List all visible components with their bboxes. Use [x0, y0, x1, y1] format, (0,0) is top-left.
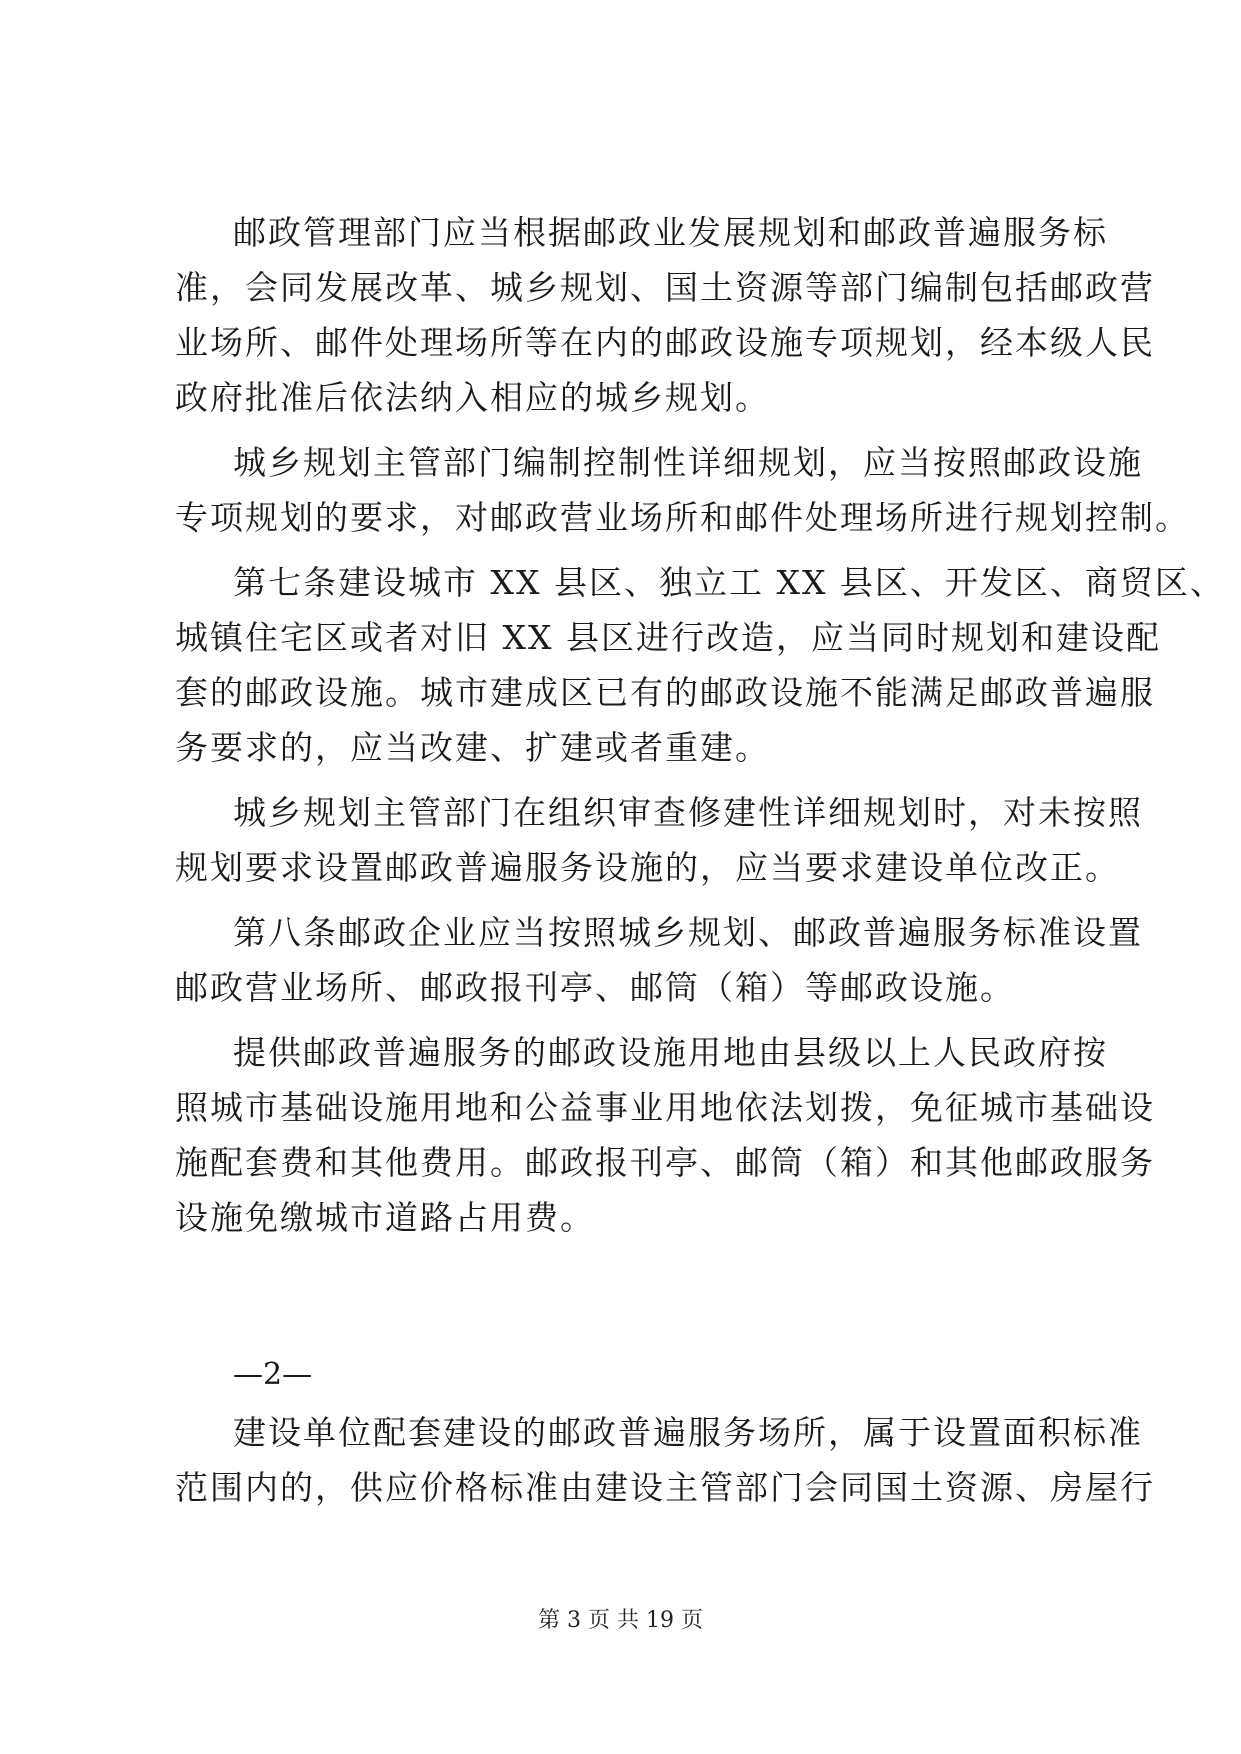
- text-line: 政府批准后依法纳入相应的城乡规划。: [175, 378, 770, 417]
- text-line: 提供邮政普遍服务的邮政设施用地由县级以上人民政府按: [233, 1033, 1108, 1072]
- text-line: 城镇住宅区或者对旧 XX 县区进行改造，应当同时规划和建设配: [175, 618, 1161, 657]
- text-line: 范围内的，供应价格标准由建设主管部门会同国土资源、房屋行: [175, 1468, 1155, 1507]
- text-line: 套的邮政设施。城市建成区已有的邮政设施不能满足邮政普遍服: [175, 673, 1155, 712]
- page-marker: —2—: [233, 1357, 313, 1392]
- text-line: 规划要求设置邮政普遍服务设施的，应当要求建设单位改正。: [175, 848, 1120, 887]
- text-line: 照城市基础设施用地和公益事业用地依法划拨，免征城市基础设: [175, 1088, 1155, 1127]
- text-line: 邮政营业场所、邮政报刊亭、邮筒（箱）等邮政设施。: [175, 968, 1015, 1007]
- text-line: 建设单位配套建设的邮政普遍服务场所，属于设置面积标准: [233, 1413, 1143, 1452]
- text-line: 准，会同发展改革、城乡规划、国土资源等部门编制包括邮政营: [175, 268, 1155, 307]
- text-line: 务要求的，应当改建、扩建或者重建。: [175, 728, 770, 767]
- page-footer: 第 3 页 共 19 页: [538, 1608, 703, 1633]
- text-line: 城乡规划主管部门在组织审查修建性详细规划时，对未按照: [233, 793, 1143, 832]
- text-line: 邮政管理部门应当根据邮政业发展规划和邮政普遍服务标: [233, 213, 1108, 252]
- text-line: 第七条建设城市 XX 县区、独立工 XX 县区、开发区、商贸区、: [233, 563, 1225, 602]
- text-line: 设施免缴城市道路占用费。: [175, 1198, 595, 1237]
- text-line: 施配套费和其他费用。邮政报刊亭、邮筒（箱）和其他邮政服务: [175, 1143, 1155, 1182]
- text-line: 业场所、邮件处理场所等在内的邮政设施专项规划，经本级人民: [175, 323, 1155, 362]
- text-line: 第八条邮政企业应当按照城乡规划、邮政普遍服务标准设置: [233, 913, 1143, 952]
- text-line: 专项规划的要求，对邮政营业场所和邮件处理场所进行规划控制。: [175, 498, 1190, 537]
- text-line: 城乡规划主管部门编制控制性详细规划，应当按照邮政设施: [233, 443, 1143, 482]
